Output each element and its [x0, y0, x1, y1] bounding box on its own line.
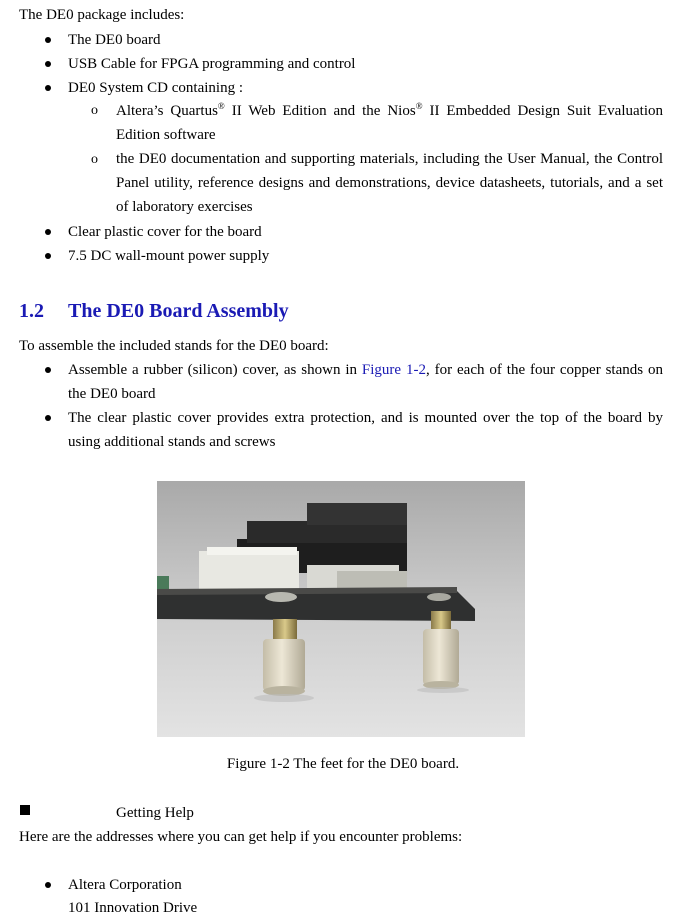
cd-item-quartus: Altera’s Quartus® II Web Edition and the Nios® II Embedded Design Suit Evaluation Edition software	[116, 101, 663, 143]
bullet-icon	[45, 85, 51, 91]
package-item-system-cd: DE0 System CD containing :	[68, 80, 243, 96]
bullet-icon	[45, 253, 51, 259]
help-heading: Getting Help	[116, 805, 194, 821]
address-company: Altera Corporation	[68, 877, 182, 893]
pcb-board	[157, 591, 475, 621]
figure-1-2-link[interactable]: Figure 1-2	[361, 362, 426, 378]
address-street: 101 Innovation Drive	[68, 900, 198, 916]
section-title: The DE0 Board Assembly	[68, 300, 289, 322]
package-item-power-supply: 7.5 DC wall-mount power supply	[68, 248, 270, 264]
assemble-item-plastic-cover: The clear plastic cover provides extra protection, and is mounted over the top of the board by using additional stands and screws	[68, 410, 663, 450]
figure-caption: Figure 1-2 The feet for the DE0 board.	[226, 756, 460, 772]
bullet-icon	[45, 367, 51, 373]
bullet-icon	[45, 882, 51, 888]
circle-bullet-icon: o	[91, 103, 98, 118]
cd-item-documentation: the DE0 documentation and supporting materials, including the User Manual, the Control Panel utility, reference designs and demonstrations, device datasheets, tutorials, and a set of laboratory exercises	[116, 151, 663, 215]
package-item-board: The DE0 board	[68, 32, 161, 48]
package-intro: The DE0 package includes:	[19, 7, 185, 23]
bullet-icon	[45, 61, 51, 67]
section-number: 1.2	[19, 300, 44, 322]
help-intro: Here are the addresses where you can get help if you encounter problems:	[19, 829, 463, 845]
assemble-item-rubber-cover: Assemble a rubber (silicon) cover, as shown in Figure 1-2, for each of the four copper stands on the DE0 board	[68, 362, 663, 402]
package-item-usb-cable: USB Cable for FPGA programming and control	[68, 56, 356, 72]
bullet-icon	[45, 37, 51, 43]
square-bullet-icon	[20, 805, 30, 815]
package-item-plastic-cover: Clear plastic cover for the board	[68, 224, 262, 240]
circle-bullet-icon: o	[91, 152, 98, 167]
board-feet-photo	[157, 481, 525, 737]
assemble-intro: To assemble the included stands for the DE0 board:	[19, 338, 329, 354]
bullet-icon	[45, 229, 51, 235]
bullet-icon	[45, 415, 51, 421]
